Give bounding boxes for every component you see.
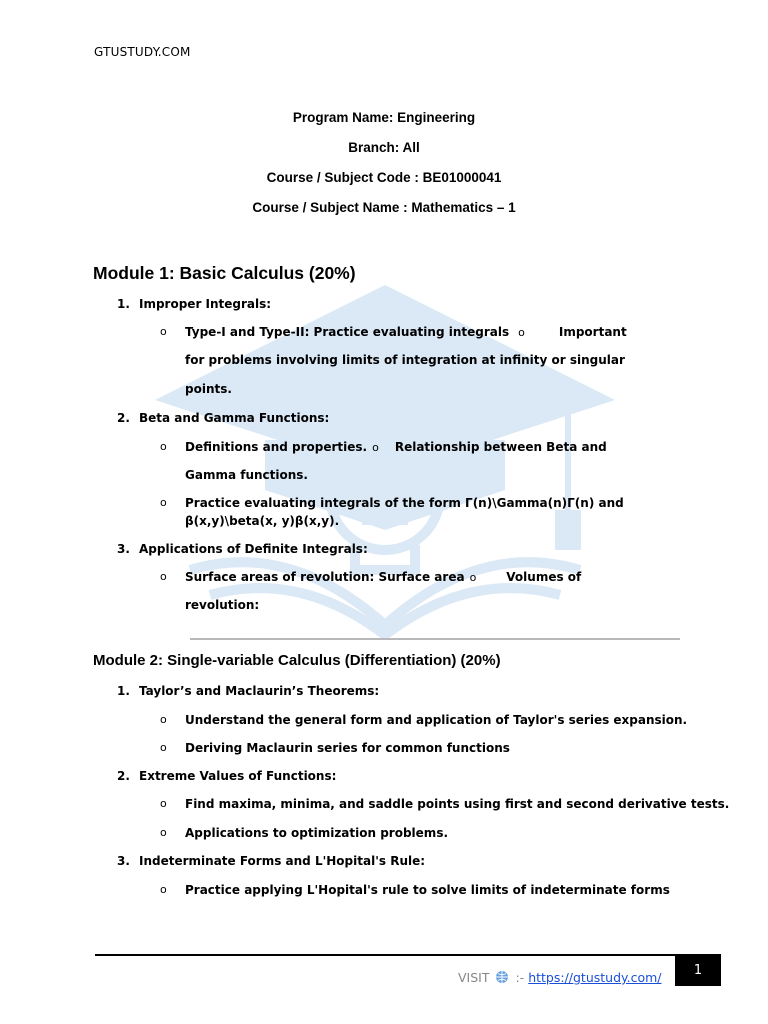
bullet-marker: o	[372, 441, 379, 454]
bullet-marker: o	[160, 741, 167, 754]
item-title: Taylor’s and Maclaurin’s Theorems:	[139, 684, 380, 698]
site-header: GTUSTUDY.COM	[94, 45, 191, 59]
item-number: 2.	[117, 411, 130, 425]
bullet-text: Type-I and Type-II: Practice evaluating integrals	[185, 325, 510, 339]
bullet-text: Important	[558, 325, 627, 339]
bullet-marker: o	[160, 496, 167, 509]
item-number: 2.	[117, 769, 130, 783]
visit-separator: :-	[515, 970, 525, 985]
page-number: 1	[675, 954, 721, 986]
bullet-text: Applications to optimization problems.	[185, 826, 449, 840]
footer-rule	[95, 954, 675, 956]
item-number: 3.	[117, 542, 130, 556]
item-title: Applications of Definite Integrals:	[139, 542, 368, 556]
item-number: 3.	[117, 854, 130, 868]
program-branch: Branch: All	[348, 140, 420, 155]
footer-visit	[458, 970, 662, 985]
bullet-text: Practice evaluating integrals of the form Γ(n)\Gamma(n)Γ(n) and	[185, 496, 624, 510]
bullet-marker: o	[160, 883, 167, 896]
module-1-title: Module 1: Basic Calculus (20%)	[93, 263, 356, 283]
course-name: Course / Subject Name : Mathematics – 1	[252, 200, 516, 215]
bullet-text: Deriving Maclaurin series for common functions	[185, 741, 510, 755]
program-name: Program Name: Engineering	[292, 110, 476, 125]
bullet-marker: o	[160, 713, 167, 726]
item-number: 1.	[117, 297, 130, 311]
item-title: Beta and Gamma Functions:	[139, 411, 330, 425]
bullet-marker: o	[160, 325, 167, 338]
module-2-title: Module 2: Single-variable Calculus (Differentiation) (20%)	[93, 652, 501, 669]
site-link[interactable]: https://gtustudy.com/	[528, 970, 662, 985]
item-number: 1.	[117, 684, 130, 698]
item-title: Improper Integrals:	[139, 297, 272, 311]
bullet-text: Surface areas of revolution: Surface area	[185, 570, 465, 584]
bullet-text: Practice applying L'Hopital's rule to solve limits of indeterminate forms	[185, 883, 670, 897]
document-page: GTUSTUDY.COM Program Name: Engineering Branch: All Course / Subject Code : BE01000041 Course / Subject Name : Mathematics – 1 Module 1: Basic Calculus (20%) 1. Improper Integrals: o Type-I and Type-II: Practice evaluating integrals o Important for problems involving limits of integration at infinity or singular points. 2. Beta and Gamma Functions: o Definitions and properties. o Relationship between Beta and Gamma functions. o Practice evaluating integrals of the form Γ(n)\Gamma(n)Γ(n) and β(x,y)\beta(x, y)β(x,y). 3. Applications of Definite Integrals: o Surface areas of revolution: Surface area o Volumes of revolution: Module 2: Single-variable Calculus (Differentiation) (20%) 1. Taylor’s and Maclaurin’s Theorems: o Understand the general form and application of Taylor's series expansion. o Deriving Maclaurin series for common functions 2. Extreme Values of Functions: o Find maxima, minima, and saddle points using first and second derivative tests. o Applications to optimization problems. 3. Indeterminate Forms and L'Hopital's Rule: o Practice applying L'Hopital's rule to solve limits of indeterminate forms VISIT :- https://gtustudy.com/ 1	[0, 0, 768, 1024]
visit-label: VISIT	[458, 970, 490, 985]
bullet-marker: o	[160, 440, 167, 453]
bullet-text: Relationship between Beta and	[394, 440, 607, 454]
bullet-text: Volumes of	[506, 570, 582, 584]
bullet-marker: o	[160, 826, 167, 839]
course-code: Course / Subject Code : BE01000041	[266, 170, 502, 185]
item-title: Indeterminate Forms and L'Hopital's Rule:	[139, 854, 426, 868]
bullet-marker: o	[518, 326, 525, 339]
bullet-marker: o	[469, 571, 477, 584]
bullet-text: Definitions and properties.	[185, 440, 368, 454]
bullet-marker: o	[160, 797, 167, 810]
globe-icon	[495, 970, 509, 984]
section-divider	[190, 638, 680, 640]
item-title: Extreme Values of Functions:	[139, 769, 337, 783]
bullet-text: Find maxima, minima, and saddle points using first and second derivative tests.	[185, 797, 730, 811]
bullet-text: Understand the general form and application of Taylor's series expansion.	[185, 713, 688, 727]
bullet-marker: o	[160, 570, 167, 583]
